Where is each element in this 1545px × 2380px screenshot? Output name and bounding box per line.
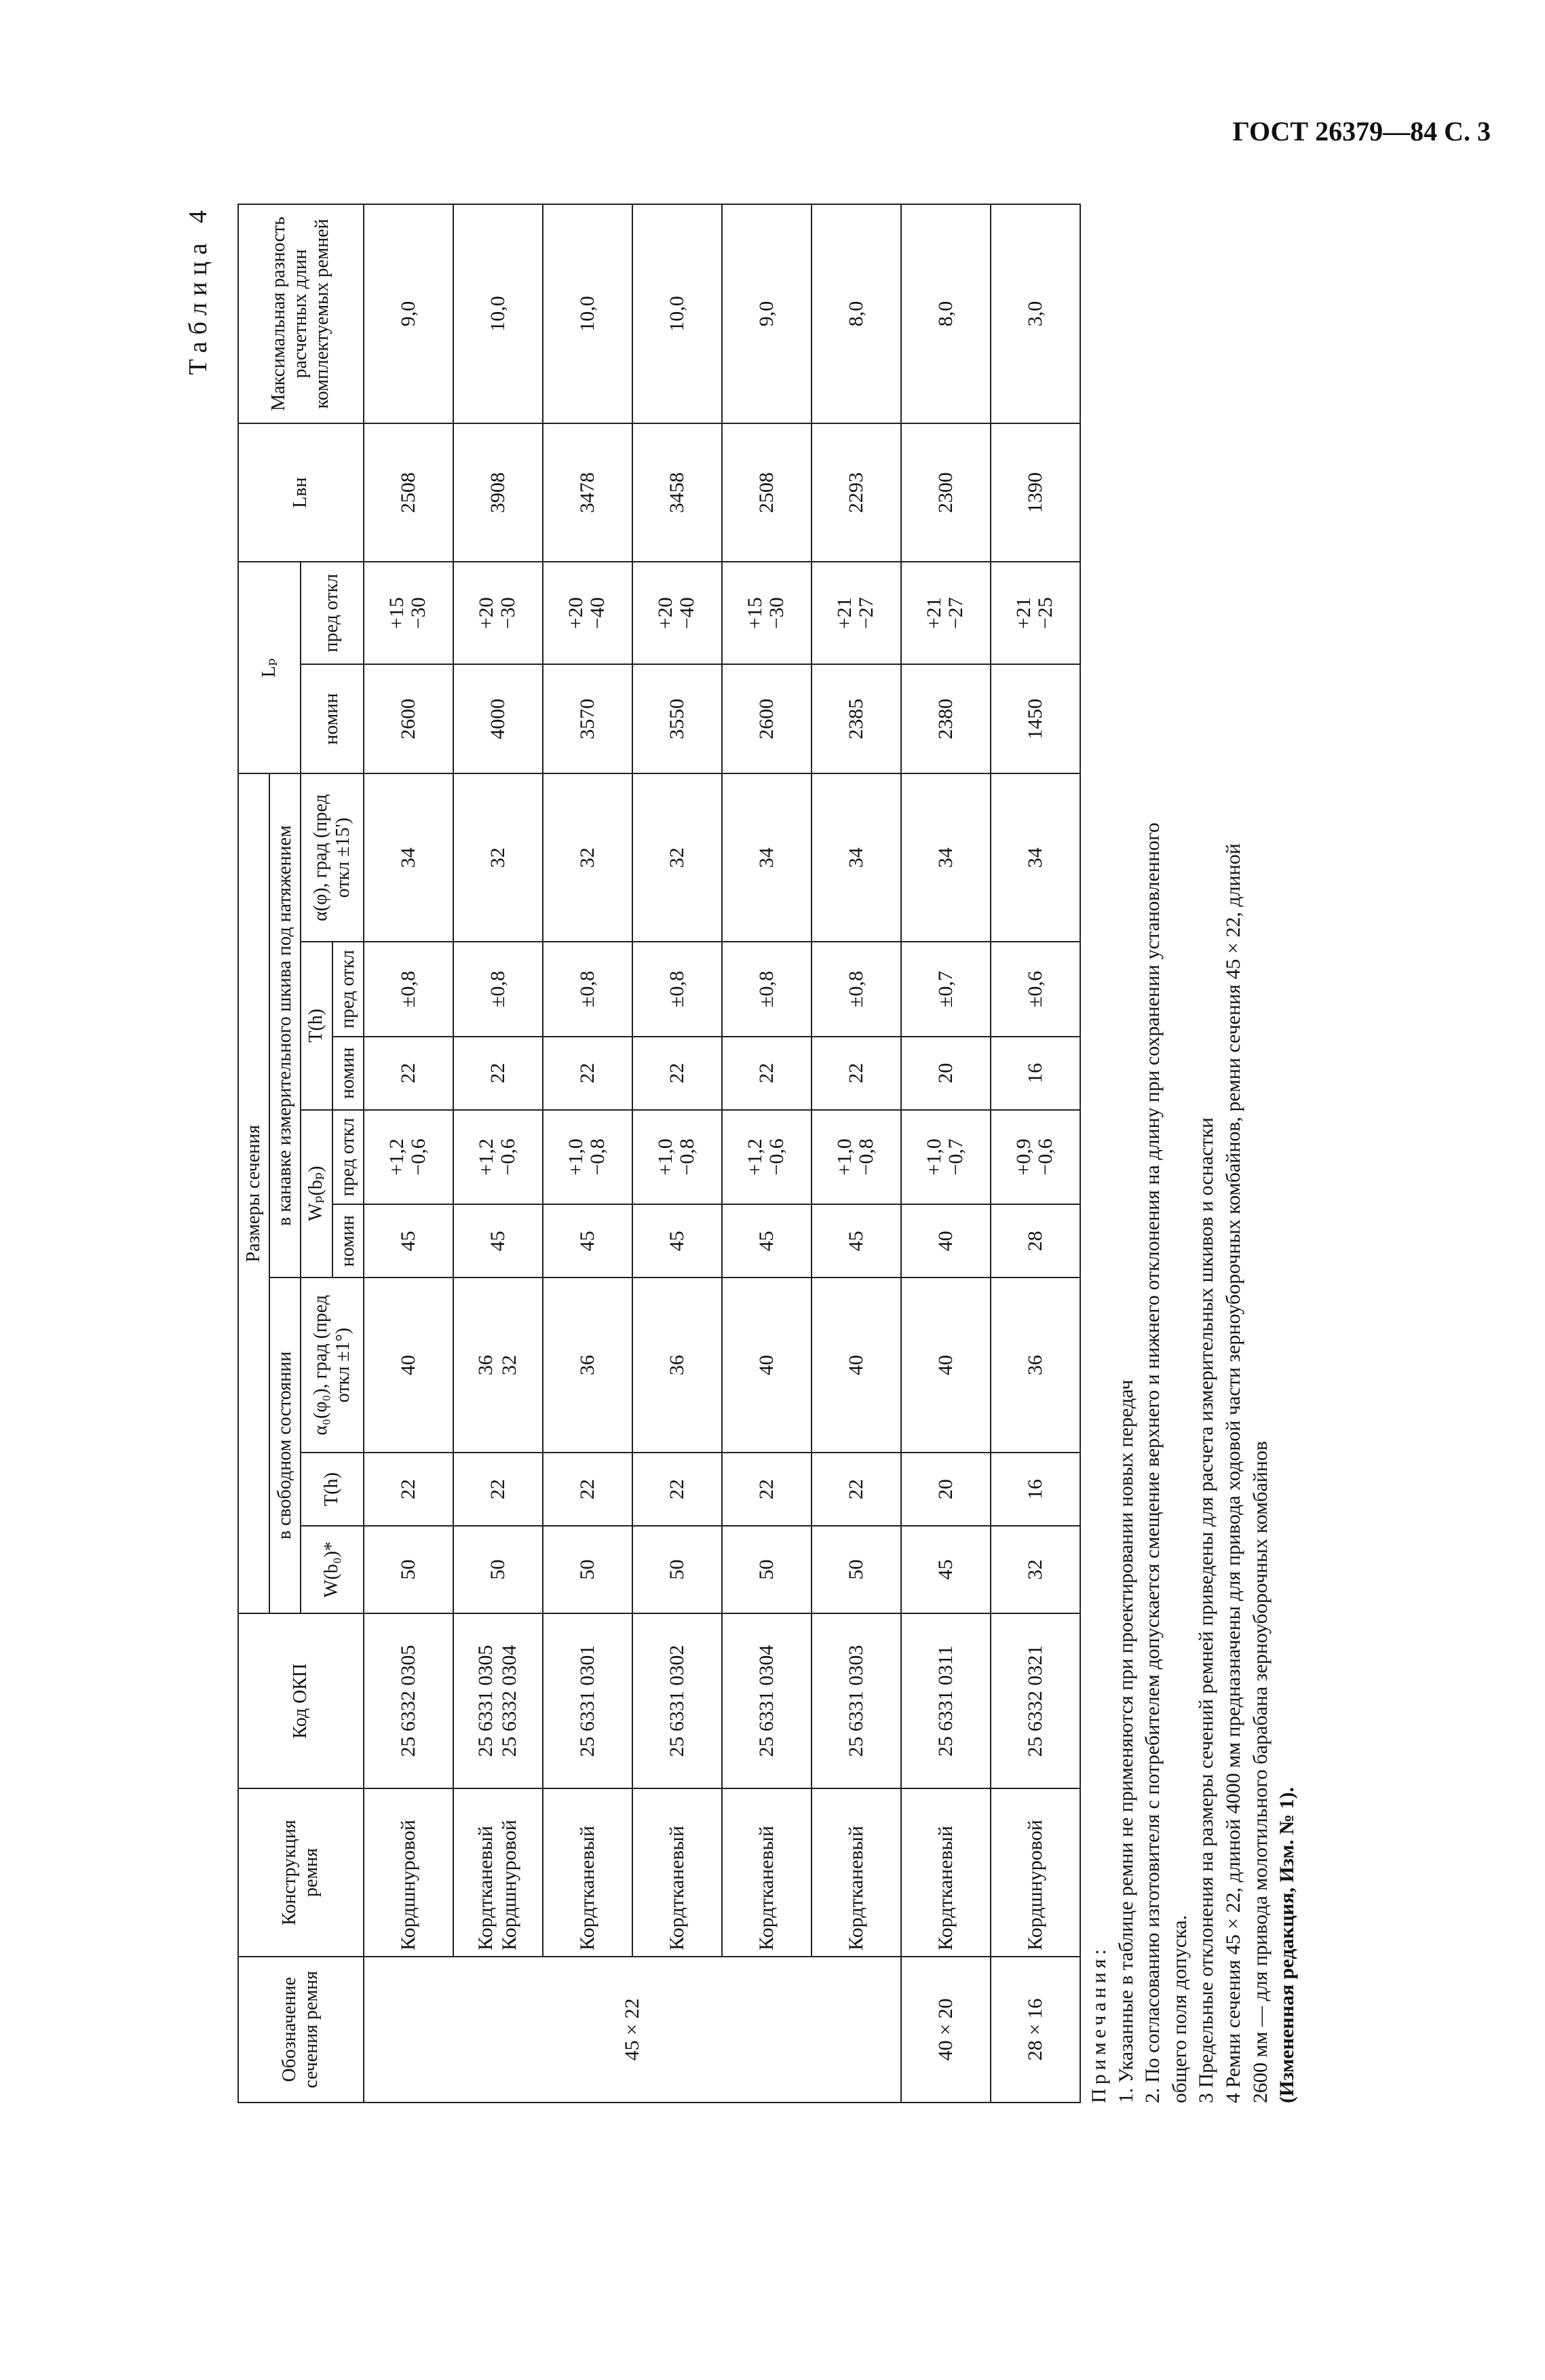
dev-down: −0,8 <box>854 1138 877 1176</box>
dev-up: +20 <box>654 597 677 630</box>
cell-lp-dev <box>991 562 1080 664</box>
header-th-pred: пред откл <box>332 942 364 1037</box>
header-alpha0: α₀(φ₀), град (пред откл ±1°) <box>301 1278 363 1453</box>
cell-alpha0: 40 <box>812 1278 901 1453</box>
header-section-sizes: Размеры сечения <box>238 773 269 1613</box>
cell-wp-dev <box>453 1110 543 1205</box>
note-4-cont: 2600 мм — для привода молотильного барабана зерноуборочных комбайнов <box>1248 1440 1272 2103</box>
cell-t-dev: ±0,8 <box>364 942 453 1037</box>
table-row <box>364 204 453 2103</box>
cell-w: 50 <box>543 1526 632 1613</box>
table-row <box>901 204 991 2103</box>
note-1: 1. Указанные в таблице ремни не применяются при проектировании новых передач <box>1114 1379 1137 2103</box>
dev-up: +1,0 <box>565 1138 588 1176</box>
cell-construction: Кордтканевый <box>722 1788 812 1957</box>
cell-w: 45 <box>901 1526 991 1613</box>
cell-t: 22 <box>812 1453 901 1526</box>
dev-up: +0,9 <box>1012 1138 1035 1176</box>
cell-wp-dev <box>632 1110 722 1205</box>
cell-w: 50 <box>812 1526 901 1613</box>
cell-construction: Кордтканевый <box>543 1788 632 1957</box>
header-lp: Lₚ <box>238 562 301 773</box>
cell-lp-nom: 2380 <box>901 664 991 773</box>
notes-title: Примечания: <box>1088 1945 1110 2103</box>
cell-alpha0: 36 32 <box>453 1278 543 1453</box>
cell-lp-dev <box>543 562 632 664</box>
cell-alpha0: 36 <box>543 1278 632 1453</box>
cell-lp-dev <box>364 562 453 664</box>
cell-wp-dev <box>722 1110 812 1205</box>
table-row <box>812 204 901 2103</box>
dev-down: −30 <box>765 597 788 630</box>
cell-lp-nom: 3550 <box>632 664 722 773</box>
table-row <box>543 204 632 2103</box>
table-row <box>453 204 543 2103</box>
cell-wp-dev <box>991 1110 1080 1205</box>
cell-alpha: 34 <box>991 773 1080 942</box>
cell-w: 50 <box>722 1526 812 1613</box>
cell-t: 16 <box>991 1453 1080 1526</box>
cell-lp-dev <box>722 562 812 664</box>
cell-t: 20 <box>901 1453 991 1526</box>
cell-wp-dev <box>901 1110 991 1205</box>
dev-down: −40 <box>675 597 698 630</box>
note-3: 3 Предельные отклонения на размеры сечений ремней приведены для расчета измерительных шкивов и оснастки <box>1195 1117 1218 2103</box>
cell-designation: 45 × 22 <box>364 1957 901 2103</box>
cell-okp: 25 6331 0311 <box>901 1613 991 1788</box>
header-okp: Код ОКП <box>238 1613 364 1788</box>
dev-up: +1,0 <box>833 1138 856 1176</box>
note-2: 2. По согласованию изготовителя с потребителем допускается смещение верхнего и нижнего отклонения на длину при сохранении установленного <box>1141 822 1164 2103</box>
dev-down: −25 <box>1033 597 1056 630</box>
cell-lp-nom: 2385 <box>812 664 901 773</box>
note-2-cont: общего поля допуска. <box>1168 1915 1191 2103</box>
note-4: 4 Ремни сечения 45 × 22, длиной 4000 мм предназначены для привода ходовой части зерноуборочных комбайнов, ремни сечения 45 × 22, длиной <box>1221 843 1244 2103</box>
dev-up: +20 <box>475 597 498 630</box>
dev-up: +1,2 <box>744 1138 767 1176</box>
cell-okp: 25 6331 0303 <box>812 1613 901 1788</box>
cell-okp: 25 6332 0321 <box>991 1613 1080 1788</box>
header-designation: Обозначение сечения ремня <box>238 1957 364 2103</box>
cell-okp: 25 6331 0305 25 6332 0304 <box>453 1613 543 1788</box>
cell-wp-dev <box>812 1110 901 1205</box>
dev-down: −27 <box>944 597 967 630</box>
cell-designation: 28 × 16 <box>991 1957 1080 2103</box>
cell-construction: Кордтканевый Кордшнуровой <box>453 1788 543 1957</box>
cell-lp-dev <box>901 562 991 664</box>
cell-lp-nom: 1450 <box>991 664 1080 773</box>
cell-wp-nom: 40 <box>901 1204 991 1278</box>
cell-lvn: 2508 <box>364 423 453 562</box>
cell-lvn: 3478 <box>543 423 632 562</box>
dev-down: −40 <box>586 597 609 630</box>
cell-wp-dev <box>364 1110 453 1205</box>
header-wp-bp: Wₚ(bₚ) <box>301 1110 332 1278</box>
rotated-content <box>183 204 1438 2103</box>
dev-up: +20 <box>565 597 588 630</box>
cell-alpha0: 36 <box>991 1278 1080 1453</box>
dev-down: −0,8 <box>675 1138 698 1176</box>
cell-lvn: 2300 <box>901 423 991 562</box>
dev-down: −0,8 <box>586 1138 609 1176</box>
cell-max-diff: 3,0 <box>991 204 1080 423</box>
dev-up: +15 <box>744 597 767 630</box>
notes-block <box>1086 204 1301 2103</box>
cell-t-dev: ±0,8 <box>812 942 901 1037</box>
cell-t: 22 <box>722 1453 812 1526</box>
cell-construction: Кордтканевый <box>632 1788 722 1957</box>
table-row <box>632 204 722 2103</box>
cell-alpha0: 40 <box>901 1278 991 1453</box>
dev-down: −30 <box>406 597 430 630</box>
header-lp-nomin: номин <box>301 664 363 773</box>
dev-down: −0,6 <box>1033 1138 1056 1176</box>
cell-w: 50 <box>453 1526 543 1613</box>
dev-down: −0,7 <box>944 1138 967 1176</box>
cell-designation: 40 × 20 <box>901 1957 991 2103</box>
table-row <box>991 204 1080 2103</box>
header-free-state: в свободном состоянии <box>269 1278 301 1613</box>
cell-lvn: 2293 <box>812 423 901 562</box>
cell-t: 22 <box>543 1453 632 1526</box>
dev-up: +1,0 <box>923 1138 946 1176</box>
cell-construction: Кордтканевый <box>812 1788 901 1957</box>
cell-wp-nom: 45 <box>453 1204 543 1278</box>
cell-w: 32 <box>991 1526 1080 1613</box>
cell-max-diff: 10,0 <box>632 204 722 423</box>
cell-alpha: 32 <box>543 773 632 942</box>
cell-t: 22 <box>632 1453 722 1526</box>
cell-t-nom: 22 <box>632 1037 722 1110</box>
cell-wp-nom: 45 <box>632 1204 722 1278</box>
cell-wp-nom: 28 <box>991 1204 1080 1278</box>
cell-lp-dev <box>453 562 543 664</box>
dev-down: −30 <box>496 597 519 630</box>
header-th-nomin: номин <box>332 1037 364 1110</box>
edition-note: (Измененная редакция, Изм. № 1). <box>1276 1786 1299 2103</box>
header-lvn: Lвн <box>238 423 364 562</box>
dev-up: +21 <box>923 597 946 630</box>
page-header: ГОСТ 26379—84 С. 3 <box>1232 116 1491 147</box>
cell-t: 22 <box>453 1453 543 1526</box>
cell-lp-nom: 4000 <box>453 664 543 773</box>
cell-alpha: 34 <box>812 773 901 942</box>
header-t-h: T(h) <box>301 1453 363 1526</box>
cell-t-nom: 16 <box>991 1037 1080 1110</box>
cell-alpha0: 40 <box>722 1278 812 1453</box>
cell-construction: Кордшнуровой <box>364 1788 453 1957</box>
cell-max-diff: 8,0 <box>812 204 901 423</box>
cell-lvn: 1390 <box>991 423 1080 562</box>
cell-max-diff: 8,0 <box>901 204 991 423</box>
cell-t-nom: 22 <box>722 1037 812 1110</box>
cell-t-nom: 22 <box>453 1037 543 1110</box>
dev-up: +1,0 <box>654 1138 677 1176</box>
cell-t-dev: ±0,8 <box>632 942 722 1037</box>
cell-alpha: 34 <box>722 773 812 942</box>
dev-up: +1,2 <box>475 1138 498 1176</box>
dev-down: −0,6 <box>496 1138 519 1176</box>
cell-max-diff: 10,0 <box>543 204 632 423</box>
cell-lp-dev <box>812 562 901 664</box>
dev-up: +21 <box>833 597 856 630</box>
cell-t-dev: ±0,8 <box>722 942 812 1037</box>
cell-okp: 25 6331 0302 <box>632 1613 722 1788</box>
cell-wp-dev <box>543 1110 632 1205</box>
cell-max-diff: 10,0 <box>453 204 543 423</box>
dev-down: −27 <box>854 597 877 630</box>
cell-wp-nom: 45 <box>543 1204 632 1278</box>
cell-wp-nom: 45 <box>364 1204 453 1278</box>
header-alpha: α(φ), град (пред откл ±15') <box>301 773 363 942</box>
cell-lp-nom: 2600 <box>364 664 453 773</box>
header-groove: в канавке измерительного шкива под натяжением <box>269 773 301 1278</box>
cell-alpha0: 40 <box>364 1278 453 1453</box>
cell-alpha: 34 <box>364 773 453 942</box>
header-t-h2: T(h) <box>301 942 332 1110</box>
cell-lvn: 3458 <box>632 423 722 562</box>
cell-max-diff: 9,0 <box>364 204 453 423</box>
cell-t-dev: ±0,7 <box>901 942 991 1037</box>
cell-w: 50 <box>632 1526 722 1613</box>
cell-alpha: 32 <box>632 773 722 942</box>
cell-alpha: 32 <box>453 773 543 942</box>
cell-construction: Кордшнуровой <box>991 1788 1080 1957</box>
header-wp-nomin: номин <box>332 1204 364 1278</box>
cell-t-dev: ±0,8 <box>453 942 543 1037</box>
cell-okp: 25 6331 0304 <box>722 1613 812 1788</box>
cell-max-diff: 9,0 <box>722 204 812 423</box>
cell-okp: 25 6332 0305 <box>364 1613 453 1788</box>
header-lp-pred: пред откл <box>301 562 363 664</box>
header-max-diff: Максимальная разность расчетных длин комплектуемых ремней <box>238 204 364 423</box>
table-caption: Таблица 4 <box>184 204 212 375</box>
cell-wp-nom: 45 <box>722 1204 812 1278</box>
dev-up: +1,2 <box>385 1138 408 1176</box>
cell-t-nom: 22 <box>812 1037 901 1110</box>
cell-lvn: 3908 <box>453 423 543 562</box>
header-wp-pred: пред откл <box>332 1110 364 1205</box>
cell-t-nom: 22 <box>543 1037 632 1110</box>
cell-alpha: 34 <box>901 773 991 942</box>
cell-t-nom: 20 <box>901 1037 991 1110</box>
header-w-b0: W(b₀)* <box>301 1526 363 1613</box>
header-construction: Конструкция ремня <box>238 1788 364 1957</box>
cell-t-dev: ±0,6 <box>991 942 1080 1037</box>
cell-lvn: 2508 <box>722 423 812 562</box>
dev-up: +15 <box>385 597 408 630</box>
cell-t-nom: 22 <box>364 1037 453 1110</box>
cell-lp-dev <box>632 562 722 664</box>
cell-alpha0: 36 <box>632 1278 722 1453</box>
dev-up: +21 <box>1012 597 1035 630</box>
cell-w: 50 <box>364 1526 453 1613</box>
dev-down: −0,6 <box>406 1138 430 1176</box>
cell-t: 22 <box>364 1453 453 1526</box>
cell-construction: Кордтканевый <box>901 1788 991 1957</box>
cell-t-dev: ±0,8 <box>543 942 632 1037</box>
cell-lp-nom: 3570 <box>543 664 632 773</box>
cell-okp: 25 6331 0301 <box>543 1613 632 1788</box>
belt-table <box>237 204 1081 2103</box>
cell-wp-nom: 45 <box>812 1204 901 1278</box>
dev-down: −0,6 <box>765 1138 788 1176</box>
table-row <box>722 204 812 2103</box>
cell-lp-nom: 2600 <box>722 664 812 773</box>
